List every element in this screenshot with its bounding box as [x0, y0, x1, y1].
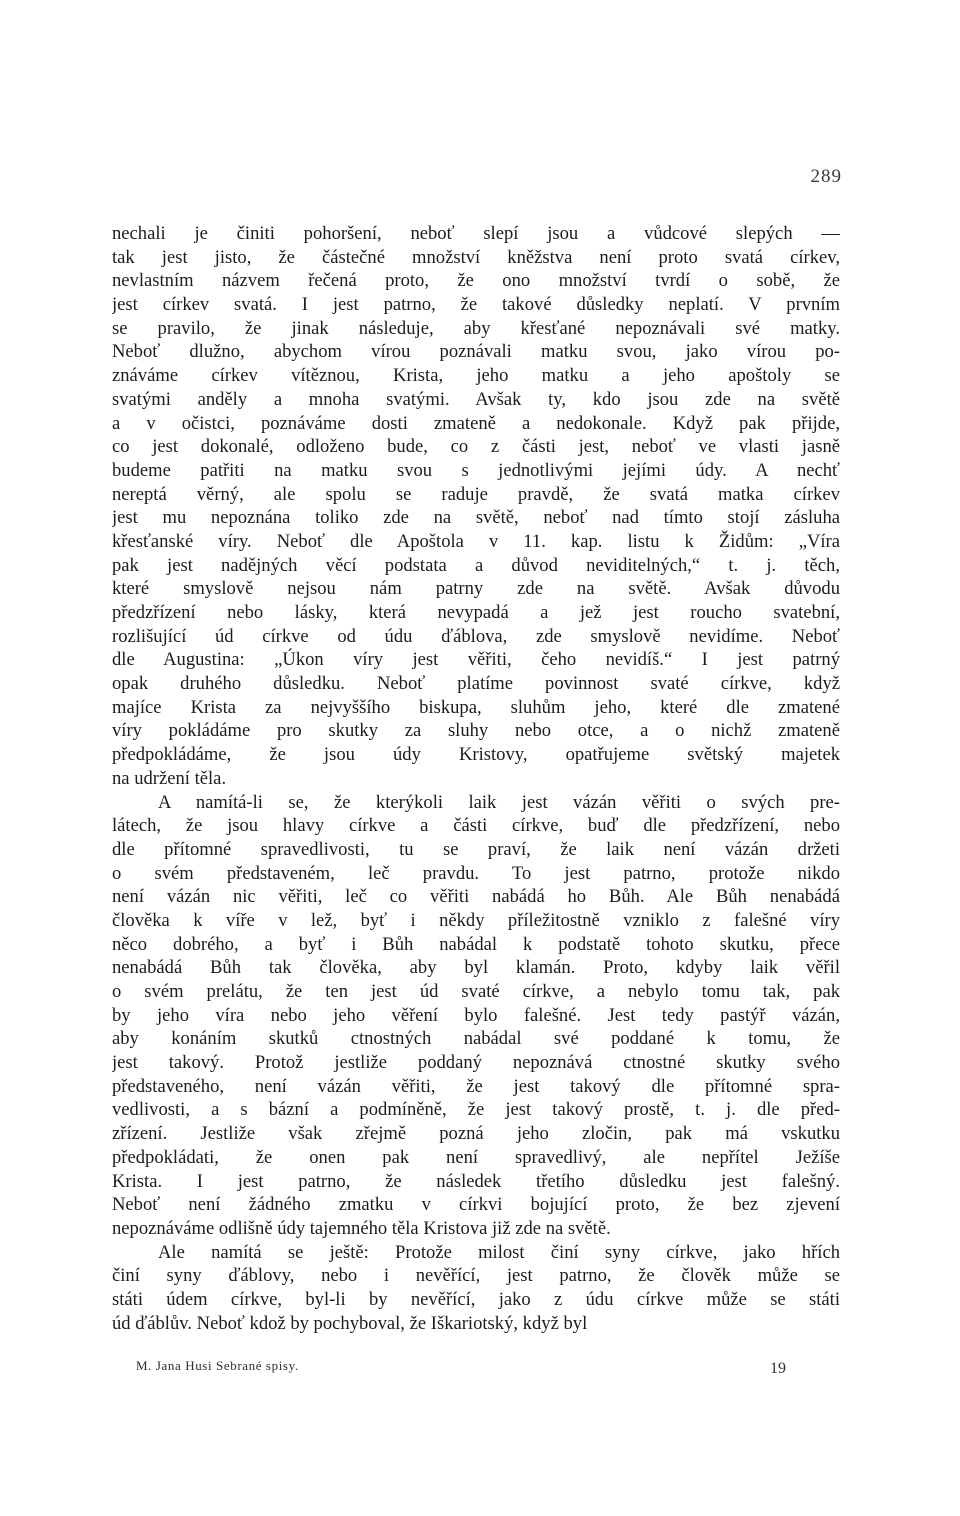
text-line: tak jest jisto, že částečné množství kněžstva není proto svatá církev,	[112, 246, 840, 268]
signature-mark: 19	[770, 1360, 786, 1377]
text-line: o svém prelátu, že ten jest úd svaté církve, a nebylo tomu tak, pak	[112, 981, 840, 1002]
text-line: nereptá věrný, ale spolu se raduje pravdě, že svatá matka církev	[112, 483, 840, 505]
text-line: jest takový. Protož jestliže poddaný nepoznává ctnostné skutky svého	[112, 1052, 840, 1074]
text-line: jest mu nepoznána toliko zde na světě, neboť nad tímto stojí zásluha	[112, 507, 840, 529]
text-line: předpokládáme, že jsou údy Kristovy, opatřujeme světský majetek	[112, 744, 840, 766]
text-line: není vázán nic věřiti, leč co věřiti nabádá ho Bůh. Ale Bůh nenabádá	[112, 886, 840, 908]
paragraph	[112, 222, 840, 791]
paragraph	[112, 791, 840, 1241]
text-line: činí syny ďáblovy, nebo i nevěřící, jest patrno, že člověk může se	[112, 1265, 840, 1287]
paragraph	[112, 1241, 840, 1336]
text-line: a v očistci, poznáváme dosti zmateně a nedokonale. Když pak přijde,	[112, 412, 840, 434]
footer-title: M. Jana Husi Sebrané spisy.	[136, 1358, 299, 1373]
text-line: nevlastním názvem řečená proto, že ono množství tvrdí o sobě, že	[112, 270, 840, 292]
text-line: vedlivosti, a s bázní a podmíněně, že jest takový prostě, t. j. dle před-	[112, 1099, 840, 1121]
text-line: aby konáním skutků ctnostných nabádal své poddané k tomu, že	[112, 1028, 840, 1050]
text-line: Neboť dlužno, abychom vírou poznávali matku svou, jako vírou po-	[112, 341, 840, 363]
text-line: které smyslově nejsou nám patrny zde na světě. Avšak důvodu	[112, 578, 840, 600]
text-line: rozlišující úd církve od údu ďáblova, zde smyslově nevidíme. Neboť	[112, 625, 840, 647]
page-number: 289	[810, 166, 842, 187]
text-line: na udržení těla.	[112, 767, 227, 789]
text-line: předzřízení nebo lásky, která nevypadá a jež jest roucho svatební,	[112, 602, 840, 623]
text-line: něco dobrého, a byť i Bůh nabádal k podstatě tohoto skutku, přece	[112, 933, 840, 955]
text-line: o svém představeném, leč pravdu. To jest patrno, protože nikdo	[112, 862, 840, 884]
text-line: by jeho víra nebo jeho věření bylo falešné. Jest tedy pastýř vázán,	[112, 1004, 840, 1026]
text-line: budeme patřiti na matku svou s jednotlivými jejími údy. A nechť	[112, 459, 840, 481]
text-line: představeného, není vázán věřiti, že jest takový dle přítomné spra-	[112, 1075, 840, 1097]
page-footer	[136, 1358, 786, 1382]
text-line: nechali je činiti pohoršení, neboť slepí jsou a vůdcové slepých —	[112, 223, 840, 244]
text-line: majíce Krista za nejvyššího biskupa, sluhům jeho, které dle zmatené	[112, 696, 840, 718]
text-line: nepoznáváme odlišně údy tajemného těla Kristova již zde na světě.	[112, 1217, 611, 1239]
text-line: Neboť není žádného zmatku v církvi bojující proto, že bez zjevení	[112, 1194, 840, 1216]
text-line: úd ďáblův. Neboť kdož by pochyboval, že Iškariotský, když byl	[112, 1312, 588, 1334]
text-line: jest církev svatá. I jest patrno, že takové důsledky neplatí. V prvním	[112, 294, 840, 316]
text-line: člověka k víře v lež, byť i někdy příležitostně vzniklo z falešné víry	[112, 909, 840, 931]
text-line: Krista. I jest patrno, že následek třetího důsledku jest falešný.	[112, 1170, 840, 1192]
text-line: zřízení. Jestliže však zřejmě pozná jeho zločin, pak má vskutku	[112, 1123, 840, 1145]
text-line: křesťanské víry. Neboť dle Apoštola v 11. kap. listu k Židům: „Víra	[112, 530, 840, 552]
text-line: státi údem církve, byl-li by nevěřící, jako z údu církve může se státi	[112, 1288, 840, 1310]
text-line: pak jest nadějných věcí podstata a důvod neviditelných,“ t. j. těch,	[112, 554, 840, 576]
text-line: dle přítomné spravedlivosti, tu se praví, že laik není vázán držeti	[112, 838, 840, 860]
text-line: látech, že jsou hlavy církve a části církve, buď dle předzřízení, nebo	[112, 815, 840, 837]
text-line: A namítá-li se, že kterýkoli laik jest vázán věřiti o svých pre-	[158, 791, 840, 813]
text-line: opak druhého důsledku. Neboť platíme povinnost svaté církve, když	[112, 673, 840, 695]
text-line: víry pokládáme pro skutky za sluhy nebo otce, a o nichž zmateně	[112, 720, 840, 742]
text-line: předpokládati, že onen pak není spravedlivý, ale nepřítel Ježíše	[112, 1146, 840, 1168]
text-line: svatými anděly a mnoha svatými. Avšak ty, kdo jsou zde na světě	[112, 388, 840, 410]
body-text	[112, 222, 840, 1335]
text-line: znáváme církev vítěznou, Krista, jeho matku a jeho apoštoly se	[112, 365, 840, 387]
text-line: dle Augustina: „Úkon víry jest věřiti, čeho nevidíš.“ I jest patrný	[112, 649, 840, 671]
text-line: se pravilo, že jinak následuje, aby křesťané nepoznávali své matky.	[112, 317, 840, 339]
text-line: Ale namítá se ještě: Protože milost činí syny církve, jako hřích	[158, 1241, 840, 1263]
text-line: nenabádá Bůh tak člověka, aby byl klamán. Proto, kdyby laik věřil	[112, 957, 840, 979]
text-line: co jest dokonalé, odloženo bude, co z části jest, neboť ve vlasti jasně	[112, 436, 840, 458]
